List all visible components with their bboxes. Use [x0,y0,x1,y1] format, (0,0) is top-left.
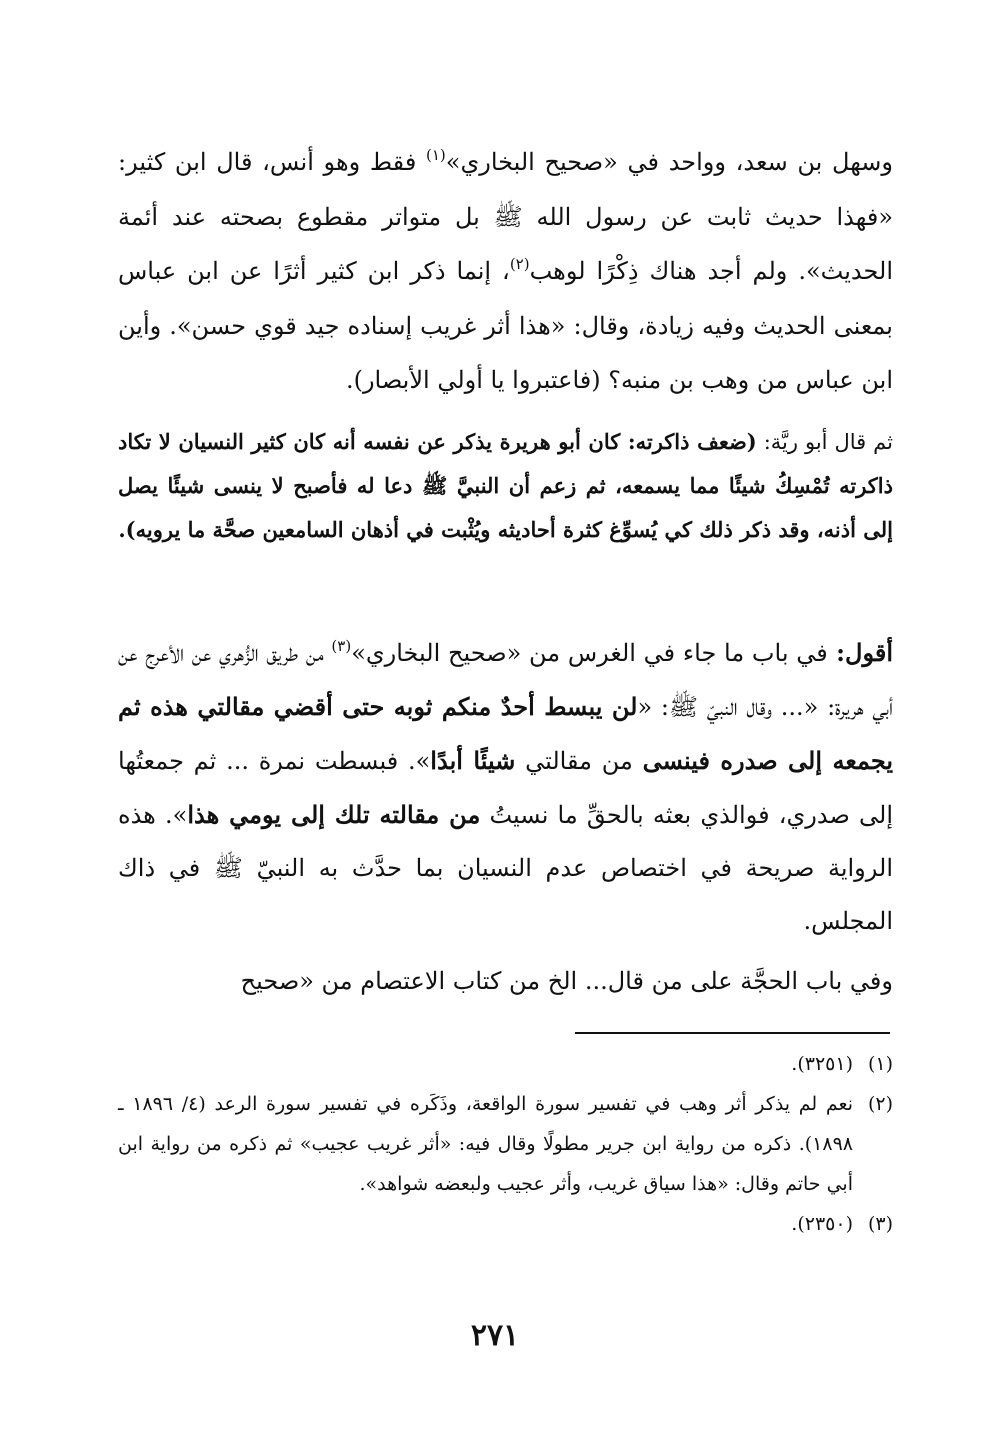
paragraph-text: أقول: في باب ما جاء في الغرس من «صحيح البخاري»$^{(٣)}$ من طريق الزُّهري عن الأعرج عن أبي هريرة: «... وقال النبيّ ﷺ: «لن يبسط أحدٌ منكم ثوبه حتى أقضي مقالتي هذه ثم يجمعه إلى صدره فينسى من مقالتي شيئًا أبدًا». فبسطت نمرة ... ثم جمعتُها إلى صدري، فوالذي بعثه بالحقِّ ما نسيتُ من مقالته تلك إلى يومي هذا». هذه الرواية صريحة في اختصاص عدم النسيان بما حدَّث به النبيّ ﷺ في ذاك المجلس. [118,637,894,935]
footnote-text: (٣٢٥١). [791,1053,853,1075]
paragraph-continuation [118,955,893,1008]
footnote-ref-2: (٢) [509,255,530,273]
paragraph-abu-rayya-quote [118,420,893,552]
footnotes [118,1044,893,1244]
hadith-bold-3: من مقالته تلك إلى يومي هذا [187,800,481,829]
footnote-item [118,1204,893,1244]
footnote-item [118,1044,893,1084]
footnote-ref-1: (١) [425,146,446,164]
footnote-text: (٢٣٥٠). [791,1213,853,1235]
footnote-ref-3: (٣) [331,637,352,655]
footnote-number: (١) [867,1053,893,1075]
hadith-bold-2: شيئًا أبدًا [430,746,516,775]
hadith-bold-1: لن يبسط أحدٌ منكم ثوبه حتى أقضي مقالتي هذه ثم يجمعه إلى صدره فينسى [118,692,894,775]
page-number: ٢٧١ [470,1318,520,1353]
footnote-divider [575,1032,890,1034]
paragraph-response [118,626,893,948]
paragraph-wahb-narration [118,135,893,408]
paragraph-text: ثم قال أبو ريَّة: (ضعف ذاكرته: كان أبو هريرة يذكر عن نفسه أنه كان كثير النسيان لا تكاد ذاكرته تُمْسِكُ شيئًا مما يسمعه، ثم زعم أن النبيَّ ﷺ دعا له فأصبح لا ينسى شيئًا يصل إلى أذنه، وقد ذكر ذلك كي يُسوِّغ كثرة أحاديثه ويُثْبت في أذهان السامعين صحَّة ما يرويه). [118,429,893,542]
paragraph-text: وفي باب الحجَّة على من قال... الخ من كتاب الاعتصام من «صحيح [240,967,893,995]
lead-word: أقول: [827,638,893,667]
footnote-text: نعم لم يذكر أثر وهب في تفسير سورة الواقعة، وذَكَره في تفسير سورة الرعد (٤/ ١٨٩٦ ـ ١٨٩٨). ذكره من رواية ابن جرير مطولًا وقال فيه: «أثر غريب عجيب» ثم ذكره من رواية ابن أبي حاتم وقال: «هذا سياق غريب، وأثر عجيب ولبعضه شواهد». [118,1093,853,1195]
paragraph-text: وسهل بن سعد، وواحد في «صحيح البخاري»$^{(١)}$ فقط وهو أنس، قال ابن كثير: «فهذا حديث ثابت عن رسول الله ﷺ بل متواتر مقطوع بصحته عند أئمة الحديث». ولم أجد هناك ذِكْرًا لوهب$^{(٢)}$، إنما ذكر ابن كثير أثرًا عن ابن عباس بمعنى الحديث وفيه زيادة، وقال: «هذا أثر غريب إسناده جيد قوي حسن». وأين ابن عباس من وهب بن منبه؟ (فاعتبروا يا أولي الأبصار). [118,146,893,394]
footnote-number: (٣) [867,1213,893,1235]
quoted-claim: (ضعف ذاكرته: كان أبو هريرة يذكر عن نفسه أنه كان كثير النسيان لا تكاد ذاكرته تُمْسِكُ شيئًا مما يسمعه، ثم زعم أن النبيَّ ﷺ دعا له فأصبح لا ينسى شيئًا يصل إلى أذنه، وقد ذكر ذلك كي يُسوِّغ كثرة أحاديثه ويُثْبت في أذهان السامعين صحَّة ما يرويه). [118,429,893,542]
footnote-number: (٢) [867,1093,893,1115]
footnote-item [118,1084,893,1204]
